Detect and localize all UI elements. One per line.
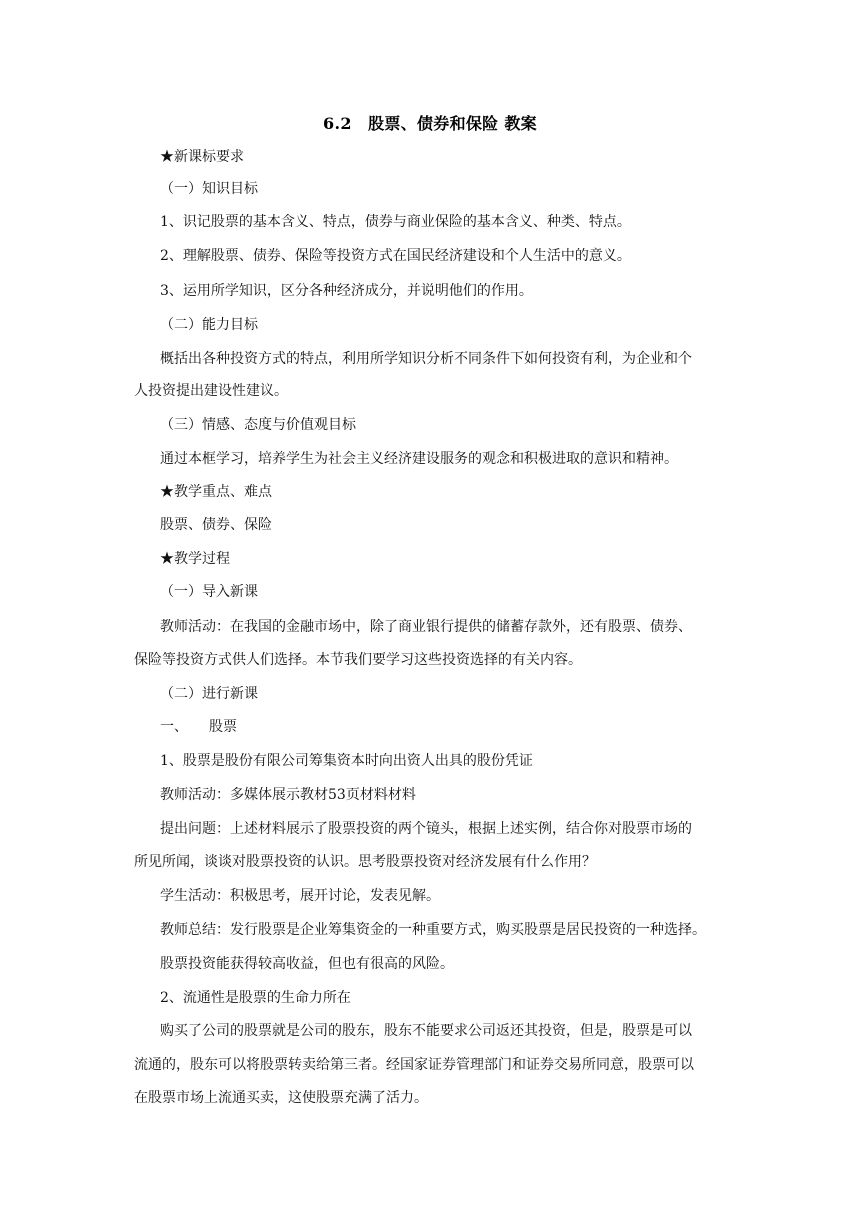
paragraph-line: 教师活动：多媒体展示教材53页材料材料 xyxy=(160,787,416,803)
paragraph-line: 1、识记股票的基本含义、特点，债券与商业保险的基本含义、种类、特点。 xyxy=(160,214,631,230)
subheading-attitude-goal: （三）情感、态度与价值观目标 xyxy=(160,417,356,433)
subheading-stocks: 一、 股票 xyxy=(160,719,237,735)
paragraph-line: 股票、债券、保险 xyxy=(160,517,272,533)
section-heading-process: ★教学过程 xyxy=(160,551,230,567)
paragraph-line: 2、流通性是股票的生命力所在 xyxy=(160,990,351,1006)
paragraph-line: 3、运用所学知识，区分各种经济成分，并说明他们的作用。 xyxy=(160,283,533,299)
paragraph-line: 购买了公司的股票就是公司的股东，股东不能要求公司返还其投资，但是，股票是可以 xyxy=(160,1023,692,1039)
paragraph-line: 流通的，股东可以将股票转卖给第三者。经国家证券管理部门和证券交易所同意，股票可以 xyxy=(134,1057,694,1073)
section-heading-key-points: ★教学重点、难点 xyxy=(160,484,272,500)
paragraph-line: 保险等投资方式供人们选择。本节我们要学习这些投资选择的有关内容。 xyxy=(134,652,582,668)
paragraph-line: 2、理解股票、债券、保险等投资方式在国民经济建设和个人生活中的意义。 xyxy=(160,248,631,264)
paragraph-line: 通过本框学习，培养学生为社会主义经济建设服务的观念和积极进取的意识和精神。 xyxy=(160,451,678,467)
section-heading-curriculum: ★新课标要求 xyxy=(160,149,244,165)
paragraph-line: 教师活动：在我国的金融市场中，除了商业银行提供的储蓄存款外，还有股票、债券、 xyxy=(160,619,692,635)
paragraph-line: 1、股票是股份有限公司筹集资本时向出资人出具的股份凭证 xyxy=(160,753,533,769)
paragraph-line: 学生活动：积极思考，展开讨论，发表见解。 xyxy=(160,888,440,904)
paragraph-line: 概括出各种投资方式的特点，利用所学知识分析不同条件下如何投资有利，为企业和个 xyxy=(160,351,692,367)
document-title: 6.2 股票、债券和保险 教案 xyxy=(323,114,537,133)
subheading-new-lesson: （二）进行新课 xyxy=(160,686,258,702)
paragraph-line: 提出问题：上述材料展示了股票投资的两个镜头，根据上述实例，结合你对股票市场的 xyxy=(160,821,692,837)
subheading-intro: （一）导入新课 xyxy=(160,584,258,600)
subheading-ability-goal: （二）能力目标 xyxy=(160,317,258,333)
subheading-knowledge-goal: （一）知识目标 xyxy=(160,181,258,197)
paragraph-line: 所见所闻，谈谈对股票投资的认识。思考股票投资对经济发展有什么作用？ xyxy=(134,854,596,870)
paragraph-line: 人投资提出建设性建议。 xyxy=(134,383,288,399)
paragraph-line: 股票投资能获得较高收益，但也有很高的风险。 xyxy=(160,956,454,972)
paragraph-line: 教师总结：发行股票是企业筹集资金的一种重要方式，购买股票是居民投资的一种选择。 xyxy=(160,922,706,938)
paragraph-line: 在股票市场上流通买卖，这使股票充满了活力。 xyxy=(134,1090,428,1106)
